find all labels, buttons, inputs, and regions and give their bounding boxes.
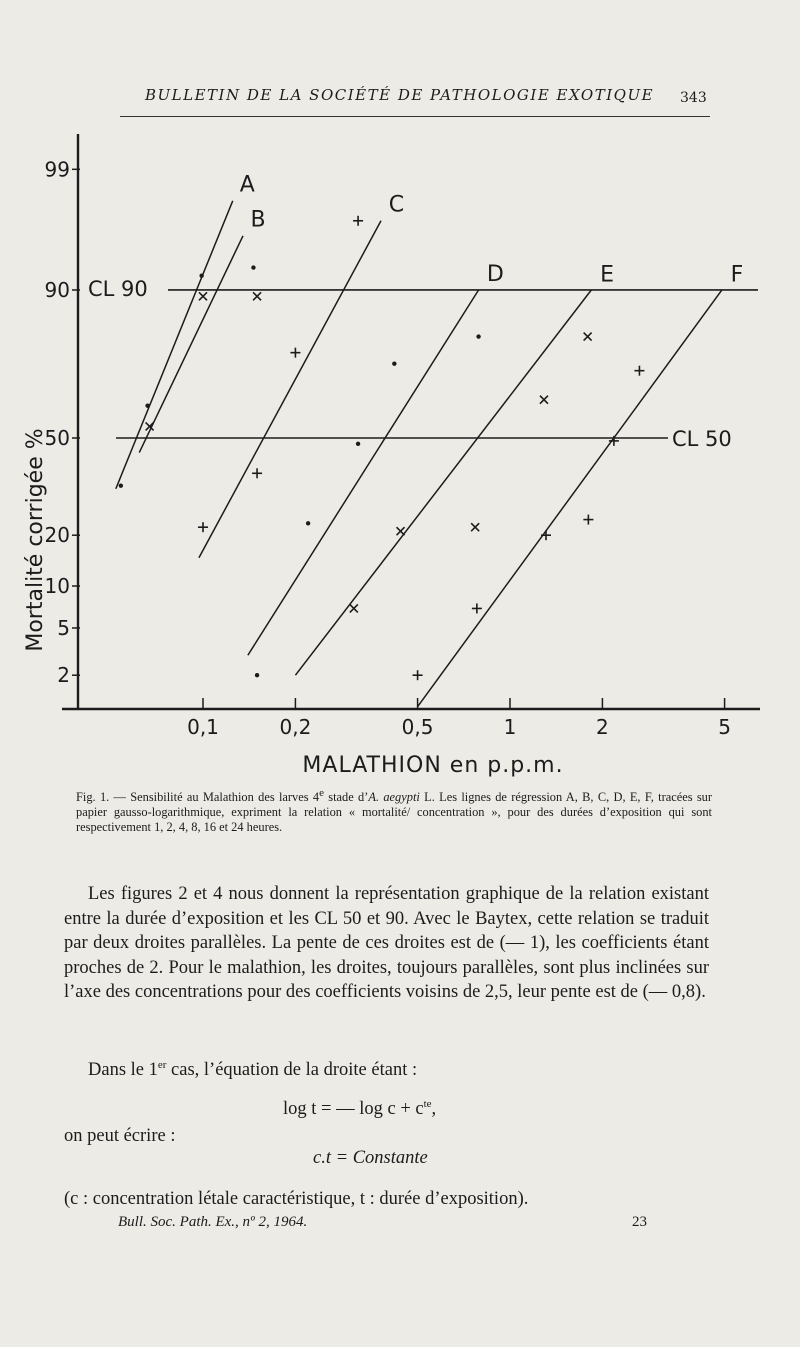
series-label-f: F xyxy=(730,262,744,288)
point-f xyxy=(583,515,593,525)
series-label-b: B xyxy=(250,207,266,233)
point-d xyxy=(476,334,480,338)
x-tick-label: 0,1 xyxy=(187,715,219,739)
y-tick-label: 5 xyxy=(57,615,70,640)
point-d xyxy=(255,673,259,677)
cl90-label: CL 90 xyxy=(88,276,148,301)
regression-line-f xyxy=(418,290,722,707)
point-e xyxy=(584,333,592,341)
point-b xyxy=(199,292,207,300)
series-label-c: C xyxy=(388,192,405,218)
x-tick-label: 2 xyxy=(596,715,609,739)
x-axis-label: MALATHION en p.p.m. xyxy=(302,753,564,778)
point-b xyxy=(253,292,261,300)
point-c xyxy=(198,522,208,532)
point-a xyxy=(251,265,255,269)
x-tick-label: 0,5 xyxy=(401,715,434,739)
point-a xyxy=(145,404,149,408)
regression-line-e xyxy=(295,290,591,675)
y-tick-label: 99 xyxy=(44,157,70,182)
series-label-d: D xyxy=(486,262,504,288)
y-tick-label: 2 xyxy=(57,663,70,688)
body-paragraph: (c : concentration létale caractéristique, t : durée d’exposition). xyxy=(64,1189,529,1209)
footer-signature: 23 xyxy=(632,1214,647,1230)
point-c xyxy=(252,468,262,478)
point-a xyxy=(119,483,123,487)
y-tick-label: 10 xyxy=(44,574,70,599)
point-e xyxy=(540,396,548,404)
regression-lines xyxy=(116,172,743,706)
running-head: BULLETIN DE LA SOCIÉTÉ DE PATHOLOGIE EXOTIQUE xyxy=(145,86,655,104)
point-c xyxy=(290,348,300,358)
data-points xyxy=(119,216,645,680)
body-paragraph: Dans le 1er cas, l’équation de la droite étant : xyxy=(88,1059,418,1081)
point-d xyxy=(392,361,396,365)
x-tick-label: 5 xyxy=(718,715,731,739)
point-f xyxy=(472,603,482,613)
equation-log: log t = — $\log c + c^{te}$, xyxy=(283,1098,437,1120)
body-text: on peut écrire : xyxy=(64,1126,176,1146)
point-f xyxy=(541,530,551,540)
point-e xyxy=(350,604,358,612)
probit-chart xyxy=(0,120,800,780)
footer-citation: Bull. Soc. Path. Ex., nº 2, 1964. xyxy=(118,1214,308,1230)
equation-product: c.t = Constante xyxy=(313,1148,428,1168)
cl50-label: CL 50 xyxy=(672,427,732,451)
y-axis-label: Mortalité corrigée % xyxy=(23,428,48,652)
y-tick-label: 20 xyxy=(44,523,70,548)
point-c xyxy=(353,216,363,226)
series-label-e: E xyxy=(600,262,615,288)
chart-ticks xyxy=(45,157,731,739)
point-e xyxy=(397,527,405,535)
regression-line-d xyxy=(248,290,479,655)
chart-axes xyxy=(62,134,760,710)
point-f xyxy=(634,366,644,376)
x-tick-label: 0,2 xyxy=(279,715,312,739)
body-paragraph: Les figures 2 et 4 nous donnent la représentation graphique de la relation existant entre la durée d’exposition et les CL 50 et 90. Avec le Baytex, cette relation se traduit par deux droites parallèles. La pente de ces droites est de (— 1), les coefficients étant proches de 2. Pour le malathion, les droites, toujours parallèles, sont plus inclinées sur l’axe des concentrations pour des coefficients voisins de 2,5, leur pente est de (— 0,8). xyxy=(64,884,709,1002)
y-tick-label: 50 xyxy=(44,426,70,450)
regression-line-a xyxy=(116,201,233,489)
x-tick-label: 1 xyxy=(503,715,517,739)
y-tick-label: 90 xyxy=(44,277,70,302)
point-d xyxy=(306,521,310,525)
point-a xyxy=(199,274,203,278)
regression-line-b xyxy=(139,236,243,453)
series-label-a: A xyxy=(239,172,255,198)
point-d xyxy=(356,442,360,446)
point-f xyxy=(413,670,423,680)
header-rule xyxy=(120,116,710,117)
figure-caption: Fig. 1. — Sensibilité au Malathion des larves 4e stade d’A. aegypti L. Les lignes de régression A, B, C, D, E, F, tracées sur papier gausso-logarithmique, expriment la relation « mortalité/ concentration », pour des durées d’exposition qui sont respectivement 1, 2, 4, 8, 16 et 24 heures. xyxy=(76,787,712,835)
reference-lines xyxy=(88,277,758,451)
point-e xyxy=(471,523,479,531)
page-number: 343 xyxy=(680,90,707,106)
